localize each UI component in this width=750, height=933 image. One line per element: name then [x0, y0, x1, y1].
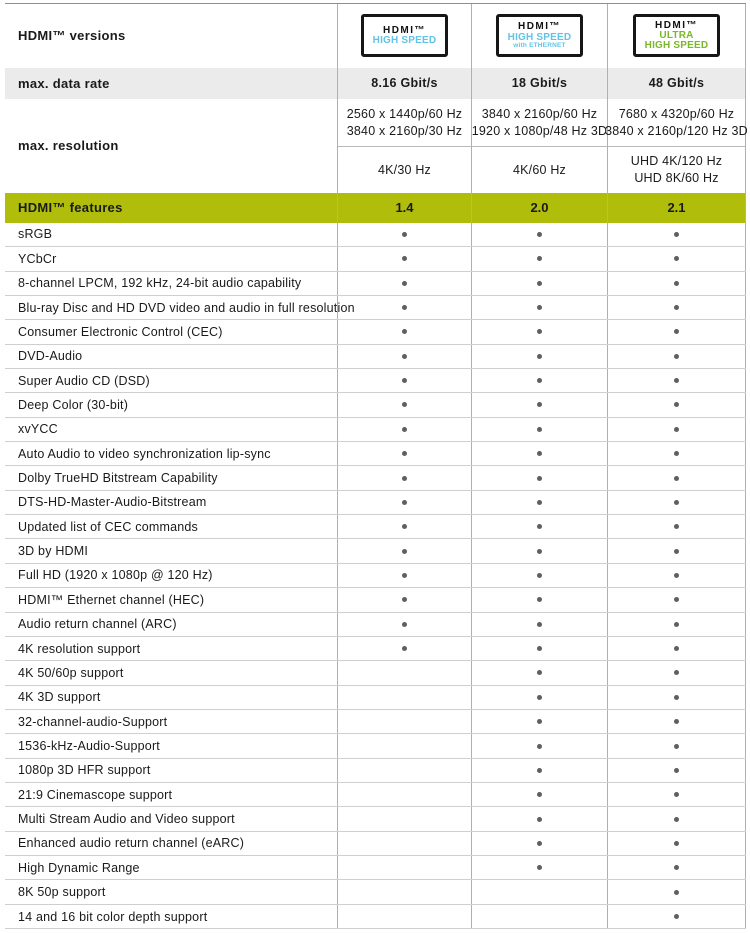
- feature-cell-hdmi20: [471, 832, 607, 855]
- resolution-cell-hdmi21: [607, 99, 746, 193]
- feature-row: [5, 296, 746, 320]
- feature-row: [5, 442, 746, 466]
- feature-label: DVD-Audio: [18, 349, 83, 364]
- feature-label: 1536-kHz-Audio-Support: [18, 739, 160, 753]
- feature-row: [5, 807, 746, 831]
- support-dot: [537, 476, 542, 481]
- feature-label: 32-channel-audio-Support: [18, 714, 168, 729]
- feature-cell-hdmi14: [337, 491, 471, 514]
- feature-label: Deep Color (30-bit): [18, 397, 129, 412]
- feature-cell-hdmi21: [607, 223, 746, 246]
- feature-cell-hdmi14: [337, 734, 471, 757]
- feature-label: 8K 50p support: [18, 885, 106, 900]
- feature-cell-hdmi14: [337, 515, 471, 538]
- feature-row: [5, 393, 746, 417]
- feature-cell-hdmi14: [337, 613, 471, 636]
- support-dot: [674, 305, 679, 310]
- feature-cell-hdmi14: [337, 369, 471, 392]
- support-dot: [674, 914, 679, 919]
- feature-label: xvYCC: [18, 422, 58, 437]
- support-dot: [674, 281, 679, 286]
- feature-cell-hdmi14: [337, 783, 471, 806]
- feature-cell-hdmi20: [471, 564, 607, 587]
- feature-cell-hdmi20: [471, 369, 607, 392]
- data-rate-hdmi21: 48 Gbit/s: [607, 68, 746, 99]
- feature-cell-hdmi21: [607, 418, 746, 441]
- support-dot: [537, 768, 542, 773]
- feature-cell-hdmi21: [607, 686, 746, 709]
- feature-cell-hdmi21: [607, 466, 746, 489]
- resolution-top: [472, 99, 607, 147]
- feature-cell-hdmi21: [607, 539, 746, 562]
- feature-row: [5, 905, 746, 929]
- support-dot: [402, 573, 407, 578]
- feature-cell-hdmi14: [337, 418, 471, 441]
- feature-cell-hdmi20: [471, 393, 607, 416]
- feature-cell-hdmi14: [337, 539, 471, 562]
- feature-cell-hdmi14: [337, 710, 471, 733]
- feature-cell-hdmi21: [607, 905, 746, 928]
- feature-cell-hdmi20: [471, 686, 607, 709]
- feature-row: [5, 345, 746, 369]
- feature-row: [5, 320, 746, 344]
- feature-label: 4K 3D support: [18, 690, 101, 705]
- resolution-value: 1920 x 1080p/48 Hz 3D: [471, 123, 608, 138]
- feature-row: [5, 759, 746, 783]
- feature-cell-hdmi14: [337, 247, 471, 270]
- feature-row: [5, 247, 746, 271]
- feature-cell-hdmi21: [607, 613, 746, 636]
- hdmi-high-speed-badge-icon: [361, 14, 448, 57]
- feature-cell-hdmi20: [471, 272, 607, 295]
- support-dot: [674, 573, 679, 578]
- support-dot: [674, 378, 679, 383]
- support-dot: [674, 719, 679, 724]
- data-rate-hdmi14: 8.16 Gbit/s: [337, 68, 471, 99]
- feature-cell-hdmi14: [337, 466, 471, 489]
- support-dot: [674, 841, 679, 846]
- feature-cell-hdmi20: [471, 515, 607, 538]
- feature-cell-hdmi21: [607, 247, 746, 270]
- feature-cell-hdmi21: [607, 783, 746, 806]
- version-number-hdmi21: 2.1: [607, 193, 746, 223]
- resolution-label: max. resolution: [18, 138, 119, 154]
- support-dot: [674, 500, 679, 505]
- feature-row: [5, 661, 746, 685]
- support-dot: [674, 329, 679, 334]
- resolution-value: 2560 x 1440p/60 Hz: [346, 107, 463, 122]
- support-dot: [402, 524, 407, 529]
- features-header-label: HDMI™ features: [18, 200, 123, 216]
- feature-label: YCbCr: [18, 251, 57, 266]
- badge-line: ULTRA: [659, 29, 694, 41]
- feature-row: [5, 613, 746, 637]
- feature-label: Full HD (1920 x 1080p @ 120 Hz): [18, 568, 213, 583]
- feature-cell-hdmi21: [607, 856, 746, 879]
- feature-label: Multi Stream Audio and Video support: [18, 812, 235, 827]
- feature-row: [5, 734, 746, 758]
- resolution-top: [605, 99, 748, 147]
- feature-row: [5, 369, 746, 393]
- feature-cell-hdmi20: [471, 491, 607, 514]
- support-dot: [674, 427, 679, 432]
- feature-cell-hdmi14: [337, 393, 471, 416]
- support-dot: [537, 232, 542, 237]
- support-dot: [402, 451, 407, 456]
- support-dot: [402, 549, 407, 554]
- versions-row: [5, 4, 746, 68]
- features-header-row: [5, 193, 746, 223]
- support-dot: [674, 597, 679, 602]
- versions-row-label: HDMI™ versions: [18, 28, 126, 44]
- resolution-cell-hdmi14: [337, 99, 471, 193]
- support-dot: [674, 476, 679, 481]
- feature-label: 21:9 Cinemascope support: [18, 787, 173, 802]
- feature-cell-hdmi20: [471, 661, 607, 684]
- feature-cell-hdmi14: [337, 807, 471, 830]
- feature-label: Audio return channel (ARC): [18, 617, 177, 632]
- support-dot: [537, 524, 542, 529]
- support-dot: [537, 549, 542, 554]
- resolution-bottom: [338, 147, 471, 192]
- feature-cell-hdmi20: [471, 345, 607, 368]
- support-dot: [402, 646, 407, 651]
- feature-cell-hdmi14: [337, 856, 471, 879]
- feature-cell-hdmi14: [337, 832, 471, 855]
- feature-cell-hdmi20: [471, 223, 607, 246]
- support-dot: [674, 402, 679, 407]
- feature-cell-hdmi14: [337, 272, 471, 295]
- support-dot: [402, 597, 407, 602]
- feature-label: 4K resolution support: [18, 641, 141, 656]
- resolution-value: 4K/30 Hz: [377, 162, 432, 177]
- feature-cell-hdmi21: [607, 515, 746, 538]
- feature-cell-hdmi21: [607, 832, 746, 855]
- feature-cell-hdmi20: [471, 905, 607, 928]
- support-dot: [674, 817, 679, 822]
- support-dot: [402, 402, 407, 407]
- feature-row: [5, 637, 746, 661]
- resolution-value: 3840 x 2160p/30 Hz: [346, 123, 463, 138]
- support-dot: [402, 281, 407, 286]
- support-dot: [402, 232, 407, 237]
- resolution-value: 7680 x 4320p/60 Hz: [618, 107, 735, 122]
- feature-cell-hdmi20: [471, 783, 607, 806]
- feature-cell-hdmi20: [471, 320, 607, 343]
- support-dot: [674, 670, 679, 675]
- feature-row: [5, 880, 746, 904]
- feature-label: 8-channel LPCM, 192 kHz, 24-bit audio capability: [18, 276, 302, 291]
- hdmi-high-speed-ethernet-badge-icon: [496, 14, 583, 57]
- resolution-value: 3840 x 2160p/120 Hz 3D: [605, 123, 748, 138]
- feature-cell-hdmi20: [471, 856, 607, 879]
- support-dot: [537, 719, 542, 724]
- support-dot: [402, 329, 407, 334]
- feature-cell-hdmi21: [607, 807, 746, 830]
- feature-cell-hdmi21: [607, 637, 746, 660]
- feature-cell-hdmi14: [337, 296, 471, 319]
- feature-row: [5, 491, 746, 515]
- feature-cell-hdmi21: [607, 734, 746, 757]
- feature-cell-hdmi21: [607, 880, 746, 903]
- feature-cell-hdmi14: [337, 637, 471, 660]
- feature-row: [5, 272, 746, 296]
- hdmi-logo: HDMI™: [382, 24, 427, 36]
- feature-cell-hdmi21: [607, 759, 746, 782]
- versions-cell-hdmi21: [607, 4, 746, 68]
- feature-cell-hdmi21: [607, 272, 746, 295]
- feature-label: 14 and 16 bit color depth support: [18, 909, 208, 924]
- feature-cell-hdmi20: [471, 539, 607, 562]
- support-dot: [402, 305, 407, 310]
- feature-row: [5, 539, 746, 563]
- feature-cell-hdmi14: [337, 564, 471, 587]
- hdmi-logo: HDMI™: [517, 21, 562, 33]
- feature-cell-hdmi20: [471, 296, 607, 319]
- feature-cell-hdmi20: [471, 466, 607, 489]
- support-dot: [537, 573, 542, 578]
- support-dot: [674, 646, 679, 651]
- feature-cell-hdmi14: [337, 320, 471, 343]
- resolution-cell-hdmi20: [471, 99, 607, 193]
- support-dot: [537, 500, 542, 505]
- resolution-top: [338, 99, 471, 147]
- versions-cell-hdmi14: [337, 4, 471, 68]
- feature-cell-hdmi20: [471, 734, 607, 757]
- feature-cell-hdmi21: [607, 710, 746, 733]
- feature-label: Auto Audio to video synchronization lip-sync: [18, 446, 271, 461]
- support-dot: [537, 792, 542, 797]
- feature-label: Consumer Electronic Control (CEC): [18, 324, 223, 339]
- resolution-bottom: [472, 147, 607, 192]
- support-dot: [674, 622, 679, 627]
- support-dot: [537, 622, 542, 627]
- feature-cell-hdmi20: [471, 613, 607, 636]
- version-number-hdmi14: 1.4: [337, 193, 471, 223]
- feature-cell-hdmi21: [607, 661, 746, 684]
- data-rate-label: max. data rate: [18, 75, 110, 91]
- support-dot: [537, 329, 542, 334]
- resolution-bottom: [608, 147, 745, 192]
- support-dot: [674, 865, 679, 870]
- feature-cell-hdmi14: [337, 588, 471, 611]
- feature-label: High Dynamic Range: [18, 860, 140, 875]
- feature-cell-hdmi14: [337, 686, 471, 709]
- feature-label: Enhanced audio return channel (eARC): [18, 836, 245, 851]
- badge-line: HIGH SPEED: [507, 31, 572, 43]
- feature-cell-hdmi20: [471, 418, 607, 441]
- feature-cell-hdmi21: [607, 296, 746, 319]
- feature-cell-hdmi21: [607, 369, 746, 392]
- feature-rows: [5, 223, 746, 929]
- feature-cell-hdmi20: [471, 759, 607, 782]
- feature-cell-hdmi20: [471, 637, 607, 660]
- support-dot: [402, 622, 407, 627]
- feature-cell-hdmi21: [607, 320, 746, 343]
- feature-cell-hdmi21: [607, 393, 746, 416]
- support-dot: [674, 695, 679, 700]
- resolution-value: 4K/60 Hz: [512, 162, 567, 177]
- feature-label: Updated list of CEC commands: [18, 519, 198, 534]
- feature-cell-hdmi14: [337, 442, 471, 465]
- data-rate-hdmi20: 18 Gbit/s: [471, 68, 607, 99]
- feature-cell-hdmi14: [337, 223, 471, 246]
- feature-label: Super Audio CD (DSD): [18, 373, 150, 388]
- feature-row: [5, 223, 746, 247]
- feature-row: [5, 832, 746, 856]
- support-dot: [674, 232, 679, 237]
- support-dot: [537, 427, 542, 432]
- support-dot: [402, 256, 407, 261]
- support-dot: [537, 817, 542, 822]
- resolution-row: [5, 99, 746, 193]
- feature-cell-hdmi14: [337, 345, 471, 368]
- feature-cell-hdmi21: [607, 588, 746, 611]
- data-rate-row: [5, 68, 746, 99]
- support-dot: [537, 670, 542, 675]
- resolution-value: UHD 4K/120 Hz: [630, 154, 723, 169]
- badge-line: HIGH SPEED: [372, 34, 437, 46]
- feature-cell-hdmi20: [471, 807, 607, 830]
- support-dot: [674, 890, 679, 895]
- feature-label: Blu-ray Disc and HD DVD video and audio in full resolution: [18, 300, 355, 315]
- feature-row: [5, 588, 746, 612]
- feature-label: Dolby TrueHD Bitstream Capability: [18, 471, 218, 486]
- support-dot: [674, 524, 679, 529]
- support-dot: [537, 597, 542, 602]
- feature-label: 4K 50/60p support: [18, 665, 124, 680]
- support-dot: [674, 451, 679, 456]
- support-dot: [402, 500, 407, 505]
- support-dot: [537, 646, 542, 651]
- feature-cell-hdmi21: [607, 345, 746, 368]
- feature-cell-hdmi20: [471, 710, 607, 733]
- support-dot: [537, 865, 542, 870]
- support-dot: [537, 378, 542, 383]
- hdmi-comparison-table: [5, 3, 746, 929]
- feature-row: [5, 710, 746, 734]
- support-dot: [402, 354, 407, 359]
- feature-cell-hdmi14: [337, 905, 471, 928]
- feature-cell-hdmi21: [607, 442, 746, 465]
- support-dot: [537, 256, 542, 261]
- feature-row: [5, 856, 746, 880]
- hdmi-logo: HDMI™: [654, 19, 699, 31]
- support-dot: [537, 451, 542, 456]
- feature-label: HDMI™ Ethernet channel (HEC): [18, 592, 205, 607]
- support-dot: [537, 402, 542, 407]
- feature-cell-hdmi21: [607, 564, 746, 587]
- support-dot: [537, 695, 542, 700]
- feature-row: [5, 418, 746, 442]
- feature-label: DTS-HD-Master-Audio-Bitstream: [18, 495, 207, 510]
- feature-label: 1080p 3D HFR support: [18, 763, 151, 778]
- support-dot: [402, 476, 407, 481]
- resolution-value: UHD 8K/60 Hz: [634, 170, 719, 185]
- feature-row: [5, 466, 746, 490]
- resolution-value: 3840 x 2160p/60 Hz: [481, 107, 598, 122]
- support-dot: [674, 549, 679, 554]
- feature-cell-hdmi14: [337, 759, 471, 782]
- hdmi-ultra-high-speed-badge-icon: [633, 14, 720, 57]
- feature-cell-hdmi20: [471, 880, 607, 903]
- feature-row: [5, 564, 746, 588]
- support-dot: [537, 354, 542, 359]
- feature-cell-hdmi20: [471, 442, 607, 465]
- support-dot: [674, 768, 679, 773]
- feature-row: [5, 515, 746, 539]
- support-dot: [674, 354, 679, 359]
- badge-subline: with ETHERNET: [513, 41, 566, 49]
- support-dot: [674, 256, 679, 261]
- feature-label: 3D by HDMI: [18, 544, 89, 559]
- versions-cell-hdmi20: [471, 4, 607, 68]
- feature-row: [5, 686, 746, 710]
- version-number-hdmi20: 2.0: [471, 193, 607, 223]
- feature-row: [5, 783, 746, 807]
- feature-cell-hdmi14: [337, 880, 471, 903]
- feature-cell-hdmi14: [337, 661, 471, 684]
- support-dot: [537, 744, 542, 749]
- support-dot: [674, 744, 679, 749]
- support-dot: [537, 841, 542, 846]
- feature-cell-hdmi20: [471, 247, 607, 270]
- support-dot: [402, 427, 407, 432]
- feature-label: sRGB: [18, 227, 53, 242]
- support-dot: [402, 378, 407, 383]
- badge-line: HIGH SPEED: [644, 40, 709, 52]
- support-dot: [537, 281, 542, 286]
- feature-cell-hdmi21: [607, 491, 746, 514]
- feature-cell-hdmi20: [471, 588, 607, 611]
- support-dot: [537, 305, 542, 310]
- support-dot: [674, 792, 679, 797]
